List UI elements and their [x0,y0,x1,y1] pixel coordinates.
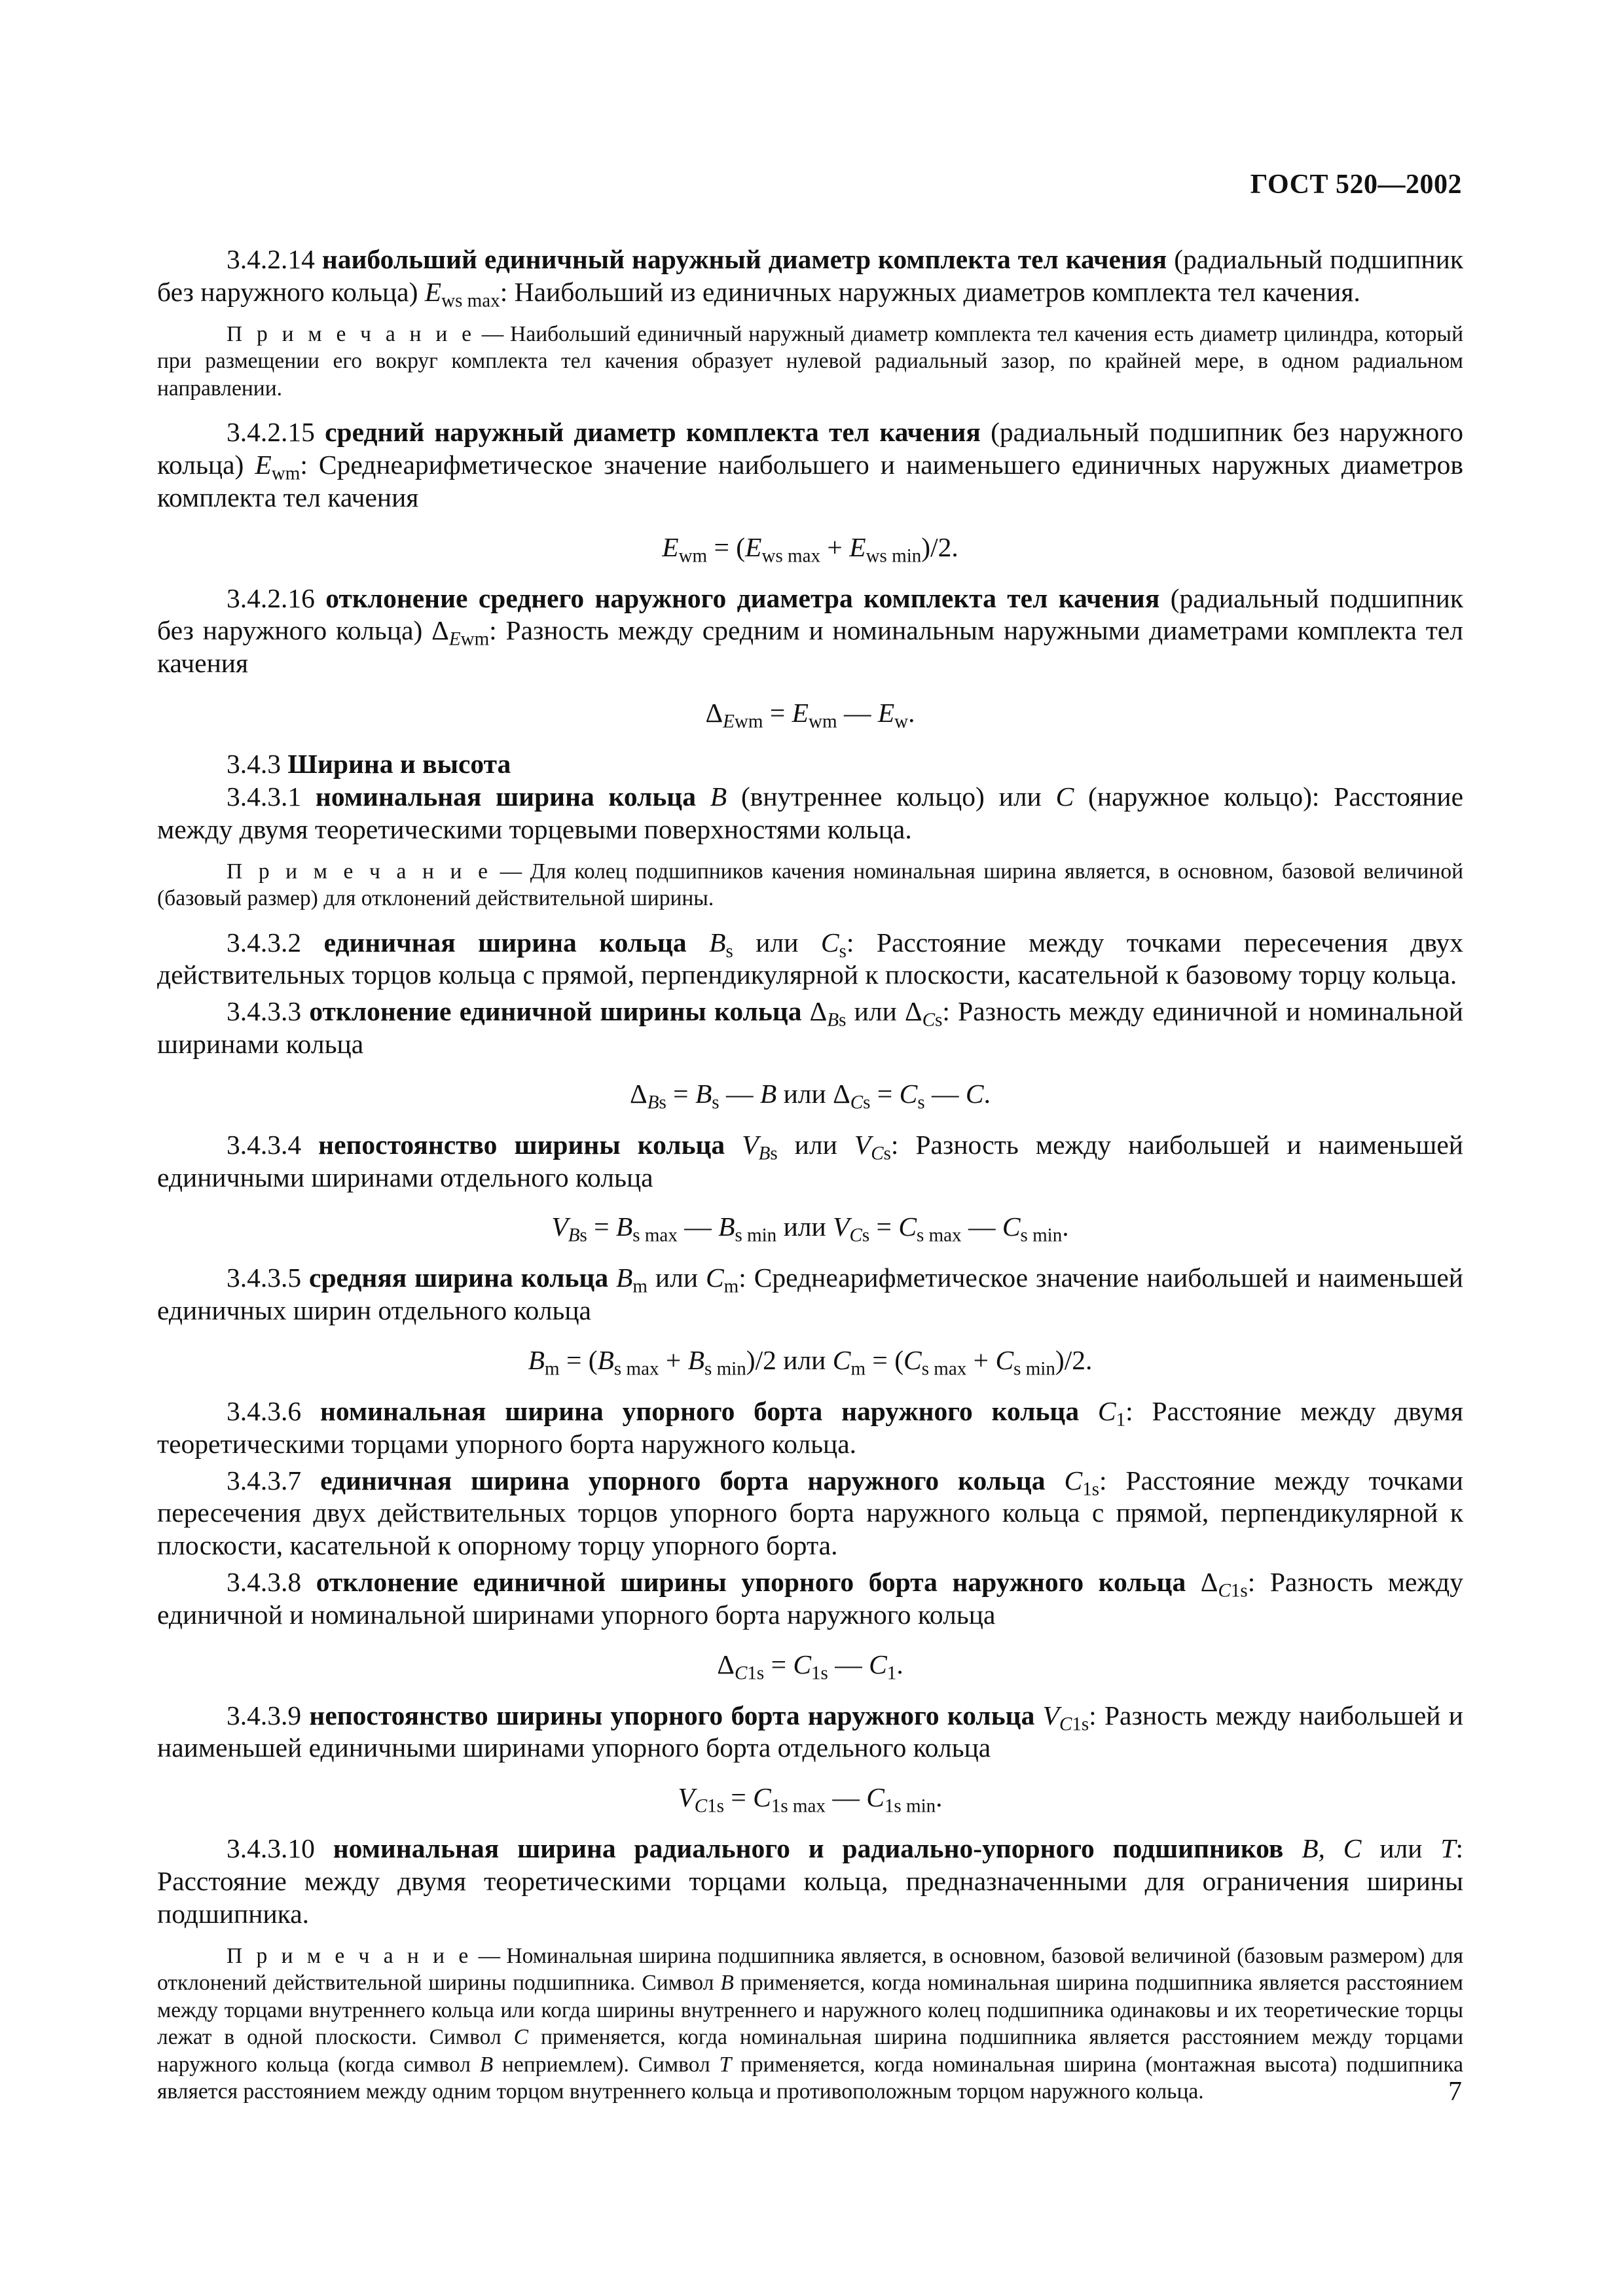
note-2 [157,858,1463,912]
formula-bm: $B_m = (B_{s max} + B_{s min})/2$ или $C_m = (C_{s max} + C_{s min})/2$. [528,1345,1093,1380]
note-text: — Для колец подшипников качения номинальная ширина является, в основном, базовой величиной (базовый размер) для отклонений действительной ширины. [157,859,1463,911]
clause-text: : Разность между наибольшей и наименьшей единичными ширинами упорного борта отдельного кольца [157,1700,1463,1763]
clause-number: 3.4.3.10 [227,1833,315,1864]
page-header: ГОСТ 520—2002 [1250,170,1462,200]
section-title: Ширина и высота [287,748,511,779]
note-3: П р и м е ч а н и е — Номинальная ширина подшипника является, в основном, базовой величиной (базовым размером) для отклонений действительной ширины подшипника. Символ B применяется, когда номинальная ширина подшипника является расстоянием между торцами внутреннего кольца или когда ширины внутреннего и наружного колец подшипника одинаковы и их теоретические торцы лежат в одной плоскости. Символ C применяется, когда номинальная ширина подшипника является расстоянием между торцами наружного кольца (когда символ B неприемлем). Символ T применяется, когда номинальная ширина (монтажная высота) подшипника является расстоянием между одним торцом внутреннего кольца и противоположным торцом наружного кольца. [157,1943,1464,2104]
clause-number: 3.4.3.6 [227,1396,302,1426]
word-or: или [1379,1833,1423,1864]
word-or: или [794,1129,837,1160]
formula-delta-ewm: $\Delta_{Ewm} = E_{wm}$ — $E_w$. [705,697,915,732]
note-label: П р и м е ч а н и е [227,859,492,884]
clause-term: номинальная ширина кольца [315,781,696,812]
clause-number: 3.4.3.5 [227,1263,302,1293]
clause-term: номинальная ширина радиального и радиально-упорного подшипников [333,1833,1284,1864]
formula-ewm: $E_{wm} = (E_{ws max} + E_{ws min})/2$. [662,531,958,567]
clause-number: 3.4.3.7 [227,1465,302,1496]
clause-text: (радиальный подшипник без наружного кольца) [157,417,1463,480]
formula-delta-c1s: $\Delta_{C1s} = C_{1s}$ — $C_1$. [717,1649,903,1684]
clause-3-4-3-4: 3.4.3.4 непостоянство ширины кольца $V_{Bs}$ или $V_{Cs}$: Разность между наибольшей и наименьшей единичными ширинами отдельного кольца [157,1129,1463,1193]
clause-number: 3.4.3.3 [227,996,302,1027]
clause-text: (внутреннее кольцо) или [740,781,1042,812]
clause-3-4-2-16: 3.4.2.16 отклонение среднего наружного диаметра комплекта тел качения (радиальный подшипник без наружного кольца) $\Delta_{Ewm}$: Разность между средним и номинальным наружными диаметрами комплекта тел качения [157,583,1464,679]
clause-term: номинальная ширина упорного борта наружного кольца [319,1396,1080,1426]
page-number: 7 [1448,2077,1462,2107]
clause-term: средний наружный диаметр комплекта тел качения [325,417,981,448]
page-content [157,243,1463,2120]
clause-number: 3.4.3.4 [227,1129,302,1160]
clause-term: отклонение единичной ширины упорного борта наружного кольца [316,1566,1186,1597]
clause-text: : Среднеарифметическое значение наибольшего и наименьшего единичных наружных диаметров комплекта тел качения [157,449,1464,512]
clause-text: : Наибольший из единичных наружных диаметров комплекта тел качения. [500,276,1360,307]
note-text: неприемлем). Символ [493,2052,720,2077]
formula-vc1s: $V_{C1s} = C_{1s max}$ — $C_{1s min}$. [678,1782,943,1817]
word-or: или [655,1263,699,1293]
clause-number: 3.4.3.9 [227,1700,302,1731]
clause-term: непостоянство ширины упорного борта наружного кольца [309,1700,1035,1731]
clause-term: единичная ширина упорного борта наружного кольца [320,1465,1046,1496]
clause-text: : Расстояние между точками пересечения двух действительных торцов кольца с прямой, перпендикулярной к плоскости, касательной к базовому торцу кольца. [157,927,1464,990]
clause-term: отклонение единичной ширины кольца [309,996,802,1027]
clause-3-4-3-10: 3.4.3.10 номинальная ширина радиального и радиально-упорного подшипников B, C или T: Расстояние между двумя теоретическими торцами кольца, предназначенными для ограничения ширины подшипника. [157,1833,1464,1929]
formula-vbs: $V_{Bs} = B_{s max}$ — $B_{s min}$ или $V_{Cs} = C_{s max}$ — $C_{s min}$. [551,1211,1069,1247]
clause-number: 3.4.3.8 [227,1566,302,1597]
clause-number: 3.4.2.16 [227,583,315,613]
clause-text: : Разность между наибольшей и наименьшей единичными ширинами отдельного кольца [157,1129,1463,1193]
clause-number: 3.4.3.1 [227,781,302,812]
clause-text: : Разность между единичной и номинальной ширинами кольца [157,996,1464,1060]
clause-text: : Среднеарифметическое значение наибольшей и наименьшей единичных ширин отдельного кольца [157,1263,1464,1326]
word-or: или [783,1345,826,1375]
note-label: П р и м е ч а н и е [227,321,475,346]
clause-3-4-3-3: 3.4.3.3 отклонение единичной ширины кольца $\Delta_{Bs}$ или $\Delta_{Cs}$: Разность между единичной и номинальной ширинами кольца [157,996,1464,1060]
word-or: или [783,1078,826,1109]
clause-3-4-3-5: 3.4.3.5 средняя ширина кольца $B_m$ или $C_m$: Среднеарифметическое значение наибольшей и наименьшей единичных ширин отдельного кольца [157,1263,1464,1326]
clause-text: : Разность между единичной и номинальной ширинами упорного борта наружного кольца [157,1566,1464,1630]
word-or: или [854,996,897,1027]
clause-term: непостоянство ширины кольца [318,1129,725,1160]
note-1 [157,321,1463,403]
section-heading-3-4-3 [157,748,1463,780]
clause-text: : Расстояние между точками пересечения двух действительных торцов упорного борта наружного кольца с прямой, перпендикулярной к плоскости, касательной к опорному торцу упорного борта. [157,1465,1464,1561]
clause-number: 3.4.3.2 [227,927,302,958]
clause-number: 3.4.2.14 [227,244,315,274]
clause-3-4-3-9: 3.4.3.9 непостоянство ширины упорного борта наружного кольца $V_{C1s}$: Разность между наибольшей и наименьшей единичными ширинами упорного борта отдельного кольца [157,1700,1463,1763]
note-text: применяется, когда номинальная ширина подшипника является расстоянием между торцами наружного кольца (когда символ [157,2025,1464,2077]
clause-3-4-2-14: 3.4.2.14 наибольший единичный наружный диаметр комплекта тел качения (радиальный подшипник без наружного кольца) $E_{ws max}$: Наибольший из единичных наружных диаметров комплекта тел качения. [157,244,1464,312]
clause-text: (радиальный подшипник без наружного кольца) [157,583,1463,646]
clause-text: : Разность между средним и номинальным наружными диаметрами комплекта тел качения [157,615,1464,679]
clause-term: единичная ширина кольца [323,927,687,958]
note-text: — Номинальная ширина подшипника является, в основном, базовой величиной (базовым размером) для отклонений действительной ширины подшипника. Символ [157,1943,1463,1996]
clause-term: средняя ширина кольца [309,1263,609,1293]
clause-text: : Расстояние между двумя теоретическими торцами упорного борта наружного кольца. [157,1396,1464,1459]
clause-number: 3.4.2.15 [227,417,315,448]
clause-3-4-3-8: 3.4.3.8 отклонение единичной ширины упорного борта наружного кольца $\Delta_{C1s}$: Разность между единичной и номинальной ширинами упорного борта наружного кольца [157,1566,1464,1630]
clause-3-4-3-1: 3.4.3.1 номинальная ширина кольца B (внутреннее кольцо) или C (наружное кольцо): Расстояние между двумя теоретическими торцевыми поверхностями кольца. [157,781,1464,844]
clause-text: (наружное кольцо): Расстояние между двумя теоретическими торцевыми поверхностями кольца. [157,781,1464,844]
clause-text: : Расстояние между двумя теоретическими торцами кольца, предназначенными для ограничения ширины подшипника. [157,1833,1464,1929]
clause-term: наибольший единичный наружный диаметр комплекта тел качения [321,244,1167,274]
formula-delta-bs: $\Delta_{Bs} = B_s$ — B или $\Delta_{Cs} = C_s$ — C. [630,1078,991,1113]
clause-3-4-3-2: 3.4.3.2 единичная ширина кольца $B_s$ или $C_s$: Расстояние между точками пересечения двух действительных торцов кольца с прямой, перпендикулярной к плоскости, касательной к базовому торцу кольца. [157,927,1464,990]
word-or: или [783,1211,826,1242]
clause-3-4-2-15: 3.4.2.15 средний наружный диаметр комплекта тел качения (радиальный подшипник без наружного кольца) $E_{wm}$: Среднеарифметическое значение наибольшего и наименьшего единичных наружных диаметров комплекта тел качения [157,417,1464,512]
clause-3-4-3-7: 3.4.3.7 единичная ширина упорного борта наружного кольца $C_{1s}$: Расстояние между точками пересечения двух действительных торцов упорного борта наружного кольца с прямой, перпендикулярной к плоскости, касательной к опорному торцу упорного борта. [157,1465,1464,1561]
clause-term: отклонение среднего наружного диаметра комплекта тел качения [325,583,1160,613]
note-text: — Наибольший единичный наружный диаметр комплекта тел качения есть диаметр цилиндра, который при размещении его вокруг комплекта тел качения образует нулевой радиальный зазор, по крайней мере, в одном радиальном направлении. [157,321,1463,401]
section-number: 3.4.3 [227,748,281,779]
note-text: применяется, когда номинальная ширина (монтажная высота) подшипника является расстоянием между одним торцом внутреннего кольца и противоположным торцом наружного кольца. [157,2052,1463,2104]
clause-3-4-3-6: 3.4.3.6 номинальная ширина упорного борта наружного кольца $C_1$: Расстояние между двумя теоретическими торцами упорного борта наружного кольца. [157,1396,1464,1459]
clause-text: (радиальный подшипник без наружного кольца) [157,244,1464,307]
word-or: или [756,927,799,958]
note-label: П р и м е ч а н и е [227,1943,473,1968]
note-text: применяется, когда номинальная ширина подшипника является расстоянием между торцами внутреннего кольца или когда ширины внутреннего и наружного колец подшипника одинаковы и их теоретические торцы лежат в одной плоскости. Символ [157,1971,1463,2050]
